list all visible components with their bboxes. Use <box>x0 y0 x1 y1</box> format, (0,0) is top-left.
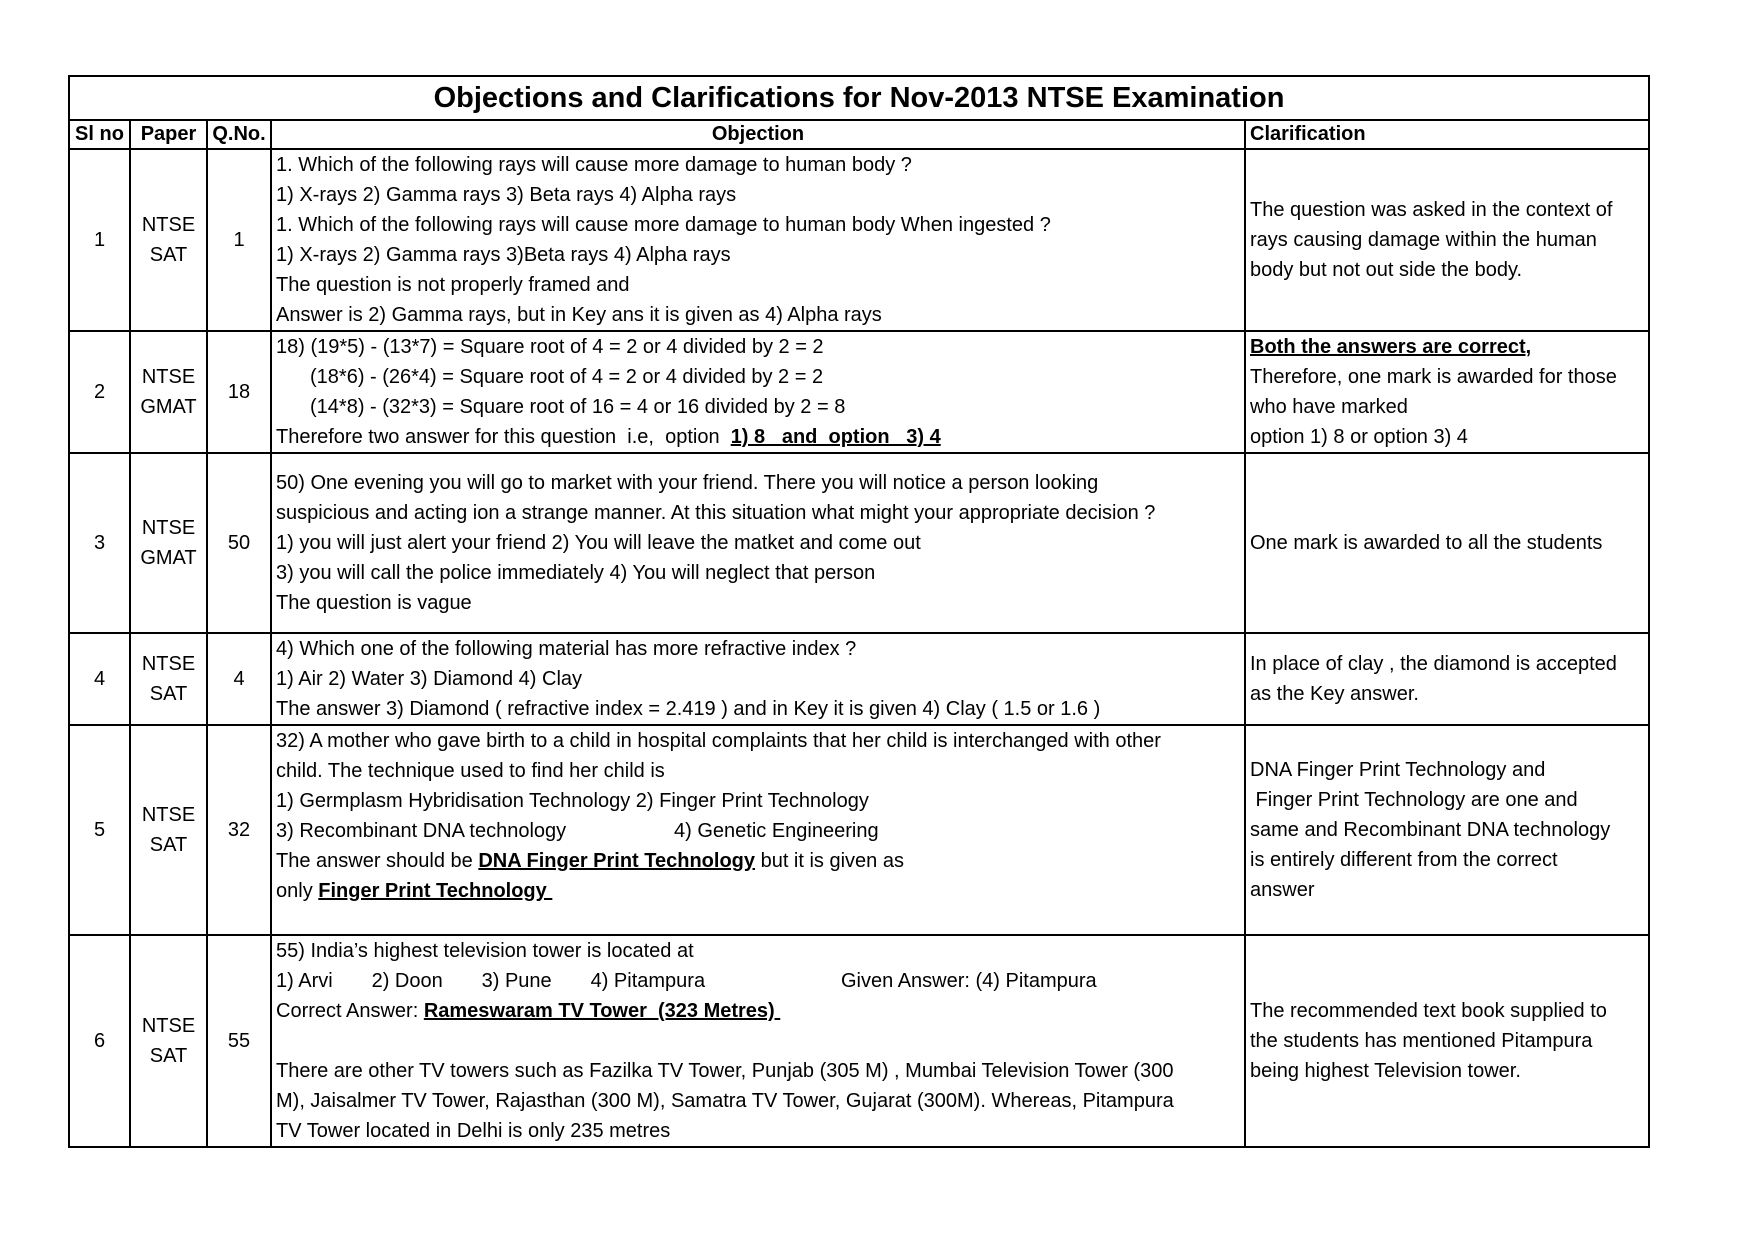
cell-clarification <box>1245 453 1649 633</box>
header-paper: Paper <box>130 120 207 149</box>
table-row <box>69 149 1649 331</box>
objection-line: Answer is 2) Gamma rays, but in Key ans it is given as 4) Alpha rays <box>276 304 882 326</box>
table-row <box>69 453 1649 633</box>
cell-paper <box>130 633 207 725</box>
header-slno: Sl no <box>69 120 130 149</box>
cell-qno: 32 <box>207 725 271 935</box>
cell-clarification <box>1245 149 1649 331</box>
clarification-line: same and Recombinant DNA technology <box>1250 819 1611 841</box>
objection-line <box>276 422 1240 452</box>
objection-text: 3) Recombinant DNA technology <box>276 820 567 842</box>
header-clarification: Clarification <box>1245 120 1649 149</box>
paper-line: NTSE <box>141 804 196 826</box>
objection-text: Correct Answer: <box>276 1000 424 1022</box>
cell-paper <box>130 331 207 453</box>
table-row <box>69 725 1649 935</box>
objection-line: M), Jaisalmer TV Tower, Rajasthan (300 M), Samatra TV Tower, Gujarat (300M). Whereas, Pitampura <box>276 1090 1174 1112</box>
paper-line: SAT <box>149 1045 188 1067</box>
objection-emphasis: 1) 8 and option 3) 4 <box>730 426 941 448</box>
objection-text: 1) Arvi 2) Doon 3) Pune 4) Pitampura <box>276 970 706 992</box>
cell-clarification <box>1245 935 1649 1147</box>
cell-objection <box>271 725 1245 935</box>
cell-paper <box>130 935 207 1147</box>
clarification-line: the students has mentioned Pitampura <box>1250 1030 1593 1052</box>
clarification-line: is entirely different from the correct <box>1250 849 1558 871</box>
clarification-line: answer <box>1250 879 1315 901</box>
clarification-line: Therefore, one mark is awarded for those <box>1250 366 1617 388</box>
objections-table <box>68 75 1650 1148</box>
cell-paper <box>130 149 207 331</box>
paper-line: NTSE <box>141 366 196 388</box>
objections-sheet <box>68 75 1648 1148</box>
paper-line: NTSE <box>141 214 196 236</box>
cell-slno: 1 <box>69 149 130 331</box>
clarification-line: who have marked <box>1250 396 1408 418</box>
cell-qno: 50 <box>207 453 271 633</box>
cell-paper <box>130 453 207 633</box>
objection-line <box>276 996 1240 1026</box>
cell-slno: 5 <box>69 725 130 935</box>
cell-objection <box>271 633 1245 725</box>
paper-line: SAT <box>149 244 188 266</box>
objection-line: 1) Air 2) Water 3) Diamond 4) Clay <box>276 668 583 690</box>
header-objection: Objection <box>271 120 1245 149</box>
objection-text: only <box>276 880 319 902</box>
page-title: Objections and Clarifications for Nov-2013 NTSE Examination <box>69 76 1649 120</box>
objection-line: (18*6) - (26*4) = Square root of 4 = 2 or 4 divided by 2 = 2 <box>310 366 824 388</box>
paper-line: SAT <box>149 683 188 705</box>
objection-line: suspicious and acting ion a strange manner. At this situation what might your appropriate decision ? <box>276 502 1156 524</box>
paper-line: NTSE <box>141 653 196 675</box>
objection-text: Therefore two answer for this question i.e, option <box>276 426 731 448</box>
clarification-line: Finger Print Technology are one and <box>1250 789 1578 811</box>
paper-line: GMAT <box>140 547 197 569</box>
table-row <box>69 331 1649 453</box>
clarification-line: One mark is awarded to all the students <box>1250 532 1603 554</box>
cell-objection <box>271 149 1245 331</box>
cell-objection <box>271 331 1245 453</box>
objection-emphasis: Rameswaram TV Tower (323 Metres) <box>423 1000 781 1022</box>
cell-objection <box>271 453 1245 633</box>
objection-spacer <box>276 1026 1240 1056</box>
objection-line <box>276 876 1240 906</box>
cell-clarification <box>1245 633 1649 725</box>
objection-text: The answer should be <box>276 850 479 872</box>
clarification-line: The recommended text book supplied to <box>1250 1000 1607 1022</box>
cell-qno: 18 <box>207 331 271 453</box>
objection-line: 50) One evening you will go to market with your friend. There you will notice a person looking <box>276 472 1099 494</box>
objection-line: (14*8) - (32*3) = Square root of 16 = 4 or 16 divided by 2 = 8 <box>310 396 846 418</box>
objection-line: 1) Germplasm Hybridisation Technology 2) Finger Print Technology <box>276 790 869 812</box>
objection-emphasis: Finger Print Technology <box>318 880 553 902</box>
objection-line <box>276 846 1240 876</box>
objection-line: 1) you will just alert your friend 2) You will leave the matket and come out <box>276 532 921 554</box>
objection-line: TV Tower located in Delhi is only 235 metres <box>276 1120 671 1142</box>
objection-line: 4) Which one of the following material has more refractive index ? <box>276 638 857 660</box>
paper-line: NTSE <box>141 517 196 539</box>
objection-line: 1. Which of the following rays will cause more damage to human body When ingested ? <box>276 214 1051 236</box>
cell-qno: 1 <box>207 149 271 331</box>
objection-emphasis: DNA Finger Print Technology <box>478 850 756 872</box>
objection-line: The question is vague <box>276 592 472 614</box>
objection-line <box>276 966 1240 996</box>
clarification-line: as the Key answer. <box>1250 683 1419 705</box>
objection-line: 1. Which of the following rays will cause more damage to human body ? <box>276 154 912 176</box>
cell-qno: 55 <box>207 935 271 1147</box>
clarification-line: rays causing damage within the human <box>1250 229 1597 251</box>
objection-line: The answer 3) Diamond ( refractive index = 2.419 ) and in Key it is given 4) Clay ( 1.5 or 1.6 ) <box>276 698 1101 720</box>
clarification-line: DNA Finger Print Technology and <box>1250 759 1546 781</box>
objection-text: but it is given as <box>755 850 904 872</box>
objection-line: 1) X-rays 2) Gamma rays 3)Beta rays 4) Alpha rays <box>276 244 731 266</box>
cell-clarification <box>1245 725 1649 935</box>
clarification-emphasis: Both the answers are correct, <box>1250 336 1532 358</box>
objection-line: 1) X-rays 2) Gamma rays 3) Beta rays 4) Alpha rays <box>276 184 737 206</box>
objection-line: 3) you will call the police immediately 4) You will neglect that person <box>276 562 876 584</box>
paper-line: SAT <box>149 834 188 856</box>
cell-slno: 4 <box>69 633 130 725</box>
paper-line: NTSE <box>141 1015 196 1037</box>
objection-text: 4) Genetic Engineering <box>674 820 879 842</box>
objection-line: 55) India’s highest television tower is located at <box>276 940 694 962</box>
clarification-line: In place of clay , the diamond is accepted <box>1250 653 1617 675</box>
objection-line: child. The technique used to find her child is <box>276 760 665 782</box>
objection-line: The question is not properly framed and <box>276 274 630 296</box>
cell-paper <box>130 725 207 935</box>
table-row <box>69 633 1649 725</box>
objection-line <box>276 816 1240 846</box>
header-qno: Q.No. <box>207 120 271 149</box>
paper-line: GMAT <box>140 396 197 418</box>
cell-slno: 3 <box>69 453 130 633</box>
table-row <box>69 935 1649 1147</box>
cell-slno: 2 <box>69 331 130 453</box>
clarification-line: being highest Television tower. <box>1250 1060 1521 1082</box>
clarification-line: option 1) 8 or option 3) 4 <box>1250 426 1468 448</box>
header-row <box>69 120 1649 149</box>
cell-objection <box>271 935 1245 1147</box>
objection-line: 32) A mother who gave birth to a child in hospital complaints that her child is interchanged with other <box>276 730 1161 752</box>
cell-slno: 6 <box>69 935 130 1147</box>
clarification-line: body but not out side the body. <box>1250 259 1523 281</box>
cell-clarification <box>1245 331 1649 453</box>
cell-qno: 4 <box>207 633 271 725</box>
objection-line: There are other TV towers such as Fazilka TV Tower, Punjab (305 M) , Mumbai Television Tower (300 <box>276 1060 1174 1082</box>
clarification-line: The question was asked in the context of <box>1250 199 1613 221</box>
objection-text: Given Answer: (4) Pitampura <box>841 970 1097 992</box>
objection-line: 18) (19*5) - (13*7) = Square root of 4 = 2 or 4 divided by 2 = 2 <box>276 336 824 358</box>
